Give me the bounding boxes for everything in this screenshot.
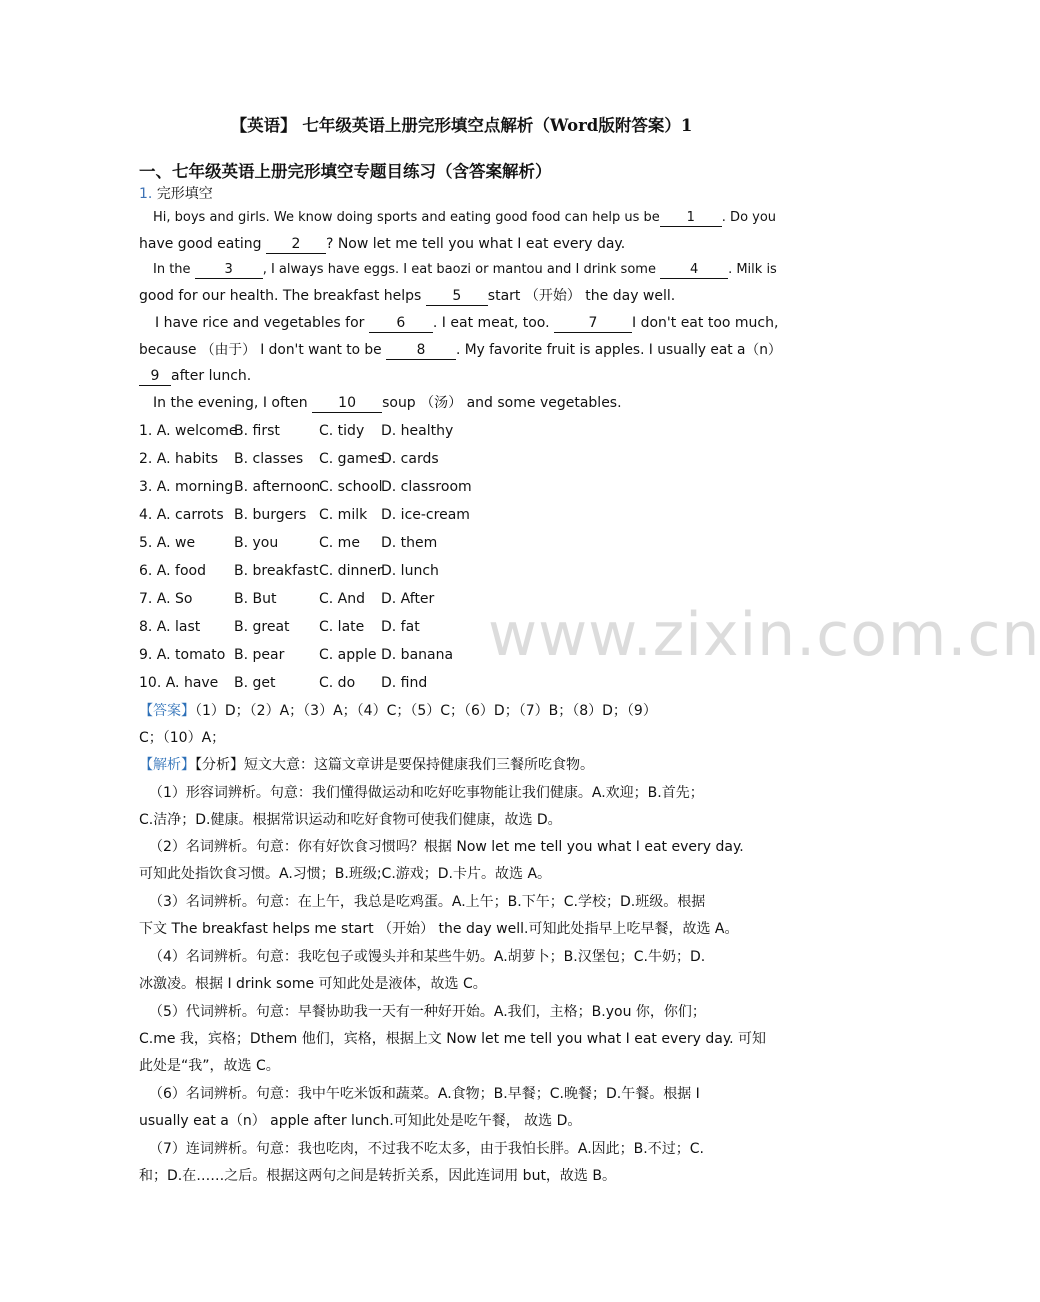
passage-line-4 — [139, 286, 675, 306]
option-7-b: B. But — [234, 591, 277, 607]
passage-line-5 — [155, 313, 778, 333]
passage-text: Hi, boys and girls. We know doing sports and eating good food can help us be — [153, 210, 660, 225]
option-6-b: B. breakfast — [234, 563, 319, 579]
option-2-a: 2. A. habits — [139, 451, 219, 467]
blank-3: 3 — [195, 261, 263, 279]
answer-line-1 — [139, 701, 657, 721]
option-1-c: C. tidy — [319, 423, 365, 439]
option-1-d: D. healthy — [381, 423, 454, 439]
blank-5: 5 — [426, 288, 488, 306]
passage-text: . I eat meat, too. — [432, 315, 554, 331]
analysis-line: （2）名词辨析。句意：你有好饮食习惯吗？根据 Now let me tell you what I eat every day. — [149, 839, 744, 855]
analysis-line: usually eat a（n） apple after lunch.可知此处是吃午餐， 故选 D。 — [139, 1113, 582, 1129]
option-9-a: 9. A. tomato — [139, 647, 226, 663]
answer-line-2: C；（10）A； — [139, 730, 226, 746]
option-9-c: C. apple — [319, 647, 377, 663]
passage-text: after lunch. — [171, 368, 252, 384]
passage-line-1 — [153, 208, 776, 228]
passage-text: . Do you — [721, 210, 777, 225]
option-3-a: 3. A. morning — [139, 479, 234, 495]
passage-text: have good eating — [139, 236, 266, 252]
blank-2: 2 — [266, 236, 326, 254]
option-4-d: D. ice-cream — [381, 507, 470, 523]
option-10-a: 10. A. have — [139, 675, 219, 691]
option-5-c: C. me — [319, 535, 360, 551]
blank-7: 7 — [554, 315, 632, 333]
option-3-d: D. classroom — [381, 479, 472, 495]
analysis-intro-text: 【分析】短文大意：这篇文章讲是要保持健康我们三餐所吃食物。 — [195, 757, 594, 773]
option-5-a: 5. A. we — [139, 535, 196, 551]
option-3-c: C. school — [319, 479, 383, 495]
analysis-line: （4）名词辨析。句意：我吃包子或馒头并和某些牛奶。A.胡萝卜；B.汉堡包；C.牛奶；D. — [149, 949, 706, 965]
passage-text: ? Now let me tell you what I eat every day. — [325, 236, 626, 252]
option-1-b: B. first — [234, 423, 280, 439]
option-6-a: 6. A. food — [139, 563, 206, 579]
passage-text: soup （汤） and some vegetables. — [382, 395, 622, 411]
option-7-a: 7. A. So — [139, 591, 193, 607]
analysis-line: （6）名词辨析。句意：我中午吃米饭和蔬菜。A.食物；B.早餐；C.晚餐；D.午餐。根据 I — [149, 1086, 700, 1102]
option-7-c: C. And — [319, 591, 366, 607]
passage-line-7 — [139, 366, 251, 386]
passage-line-2 — [139, 234, 625, 254]
option-8-d: D. fat — [381, 619, 420, 635]
passage-text: good for our health. The breakfast helps — [139, 288, 426, 304]
passage-text: In the evening, I often — [153, 395, 313, 411]
option-3-b: B. afternoon — [234, 479, 321, 495]
passage-text: I don't eat too much, — [632, 315, 779, 331]
passage-text: start （开始） the day well. — [487, 288, 676, 304]
answer-tag: 【答案】 — [139, 703, 195, 719]
option-2-c: C. games — [319, 451, 385, 467]
option-10-b: B. get — [234, 675, 276, 691]
option-8-c: C. late — [319, 619, 365, 635]
blank-10: 10 — [312, 395, 382, 413]
question-header — [139, 183, 213, 203]
blank-4: 4 — [660, 261, 728, 279]
blank-6: 6 — [369, 315, 433, 333]
option-2-d: D. cards — [381, 451, 439, 467]
passage-text: In the — [153, 262, 195, 277]
passage-text: , I always have eggs. I eat baozi or mantou and I drink some — [262, 262, 661, 277]
option-6-c: C. dinner — [319, 563, 383, 579]
option-6-d: D. lunch — [381, 563, 439, 579]
passage-line-6 — [139, 340, 782, 360]
analysis-line: 可知此处指饮食习惯。A.习惯；B.班级;C.游戏；D.卡片。故选 A。 — [139, 866, 552, 882]
option-9-d: D. banana — [381, 647, 454, 663]
option-8-a: 8. A. last — [139, 619, 201, 635]
option-4-c: C. milk — [319, 507, 368, 523]
option-7-d: D. After — [381, 591, 435, 607]
option-4-b: B. burgers — [234, 507, 307, 523]
analysis-intro — [139, 755, 594, 775]
question-type: 完形填空 — [156, 186, 213, 202]
passage-line-3 — [153, 260, 777, 280]
option-5-d: D. them — [381, 535, 438, 551]
option-5-b: B. you — [234, 535, 279, 551]
passage-text: . My favorite fruit is apples. I usually eat a（n） — [455, 342, 782, 358]
blank-9: 9 — [139, 368, 171, 386]
option-2-b: B. classes — [234, 451, 304, 467]
passage-line-8 — [153, 393, 622, 413]
option-8-b: B. great — [234, 619, 290, 635]
passage-text: . Milk is — [728, 262, 777, 277]
option-4-a: 4. A. carrots — [139, 507, 224, 523]
answer-text: （1）D；（2）A；（3）A；（4）C；（5）C；（6）D；（7）B；（8）D；（9） — [195, 703, 657, 719]
option-10-d: D. find — [381, 675, 428, 691]
passage-text: because （由于） I don't want to be — [139, 342, 386, 358]
analysis-tag: 【解析】 — [139, 757, 195, 773]
analysis-line: 此处是“我”，故选 C。 — [139, 1058, 280, 1074]
blank-1: 1 — [660, 209, 722, 227]
watermark: www.zixin.com.cn — [488, 600, 1040, 670]
analysis-line: 冰激凌。根据 I drink some 可知此处是液体，故选 C。 — [139, 976, 487, 992]
option-9-b: B. pear — [234, 647, 285, 663]
analysis-line: （7）连词辨析。句意：我也吃肉，不过我不吃太多，由于我怕长胖。A.因此；B.不过；C. — [149, 1141, 704, 1157]
analysis-line: （5）代词辨析。句意：早餐协助我一天有一种好开始。A.我们，主格；B.you 你，你们； — [149, 1004, 706, 1020]
section-heading: 一、七年级英语上册完形填空专题目练习（含答案解析） — [139, 162, 552, 181]
option-1-a: 1. A. welcome — [139, 423, 238, 439]
analysis-line: C.洁净；D.健康。根据常识运动和吃好食物可使我们健康，故选 D。 — [139, 812, 562, 828]
analysis-line: （3）名词辨析。句意：在上午，我总是吃鸡蛋。A.上午；B.下午；C.学校；D.班级。根据 — [149, 894, 706, 910]
option-10-c: C. do — [319, 675, 356, 691]
passage-text: I have rice and vegetables for — [155, 315, 369, 331]
analysis-line: （1）形容词辨析。句意：我们懂得做运动和吃好吃事物能让我们健康。A.欢迎；B.首先； — [149, 785, 704, 801]
analysis-line: C.me 我，宾格；Dthem 他们，宾格，根据上文 Now let me tell you what I eat every day. 可知 — [139, 1031, 767, 1047]
blank-8: 8 — [386, 342, 456, 360]
page-title: 【英语】 七年级英语上册完形填空点解析（Word版附答案）1 — [230, 116, 693, 135]
analysis-line: 下文 The breakfast helps me start （开始） the day well.可知此处指早上吃早餐，故选 A。 — [139, 921, 739, 937]
analysis-line: 和；D.在……之后。根据这两句之间是转折关系，因此连词用 but，故选 B。 — [139, 1168, 616, 1184]
question-number: 1. — [139, 186, 153, 202]
